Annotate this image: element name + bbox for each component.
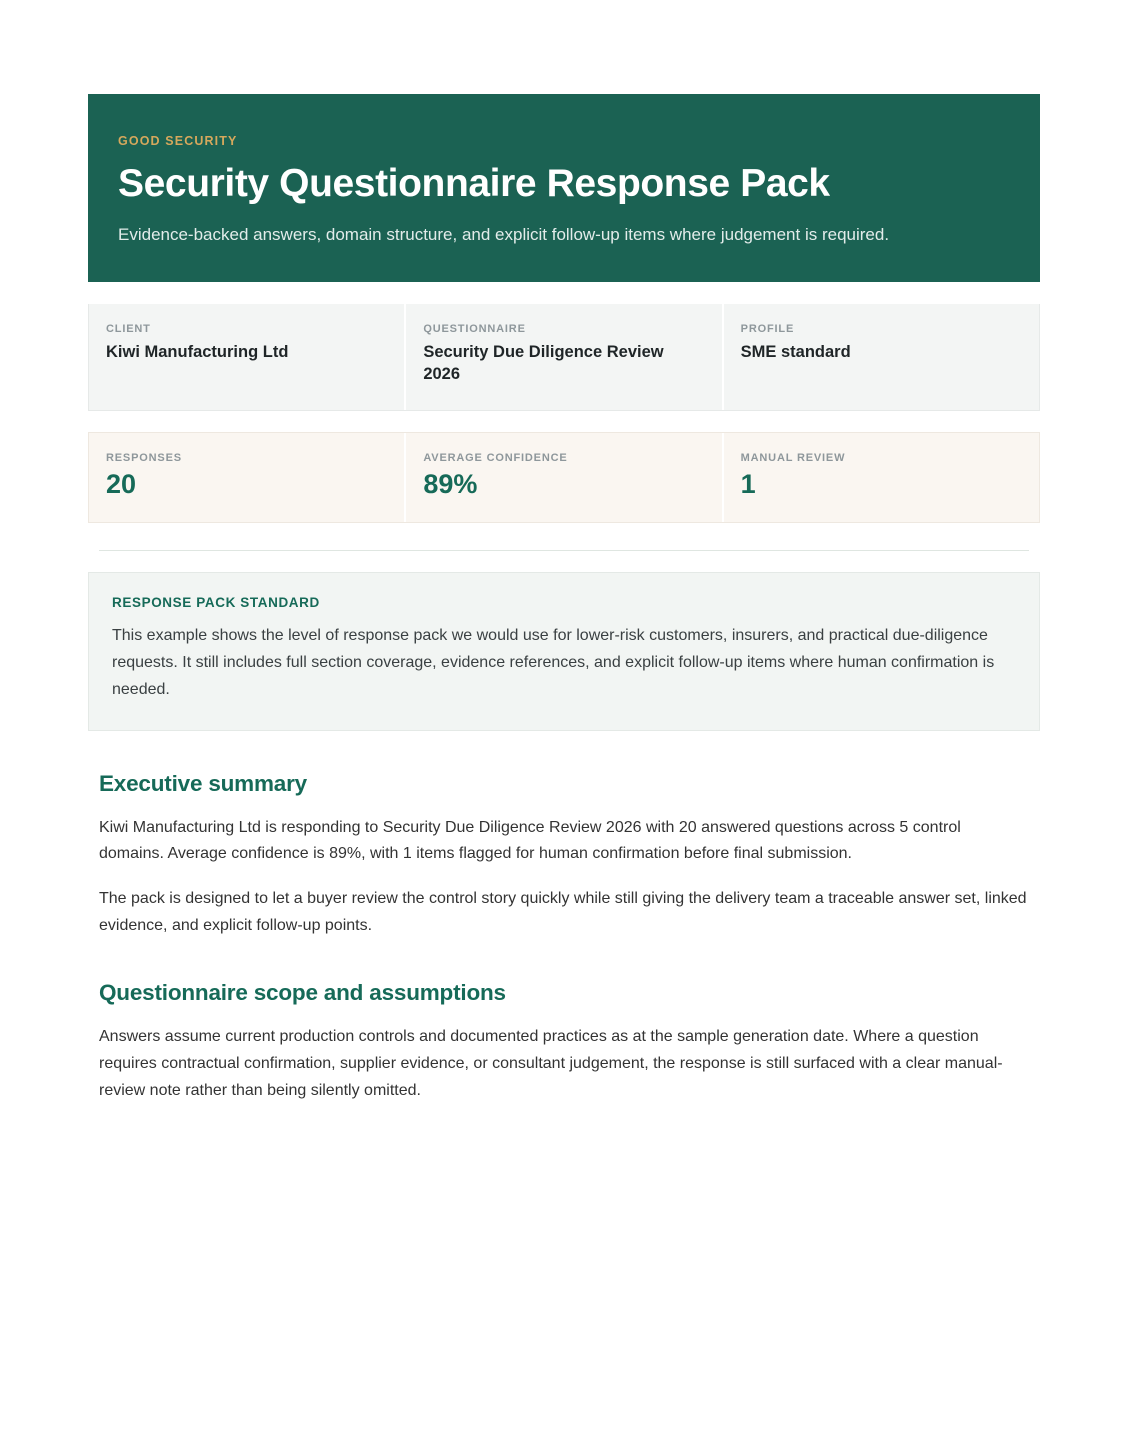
callout-response-pack-standard <box>88 572 1040 731</box>
section-heading: Executive summary <box>99 770 307 796</box>
stat-label: MANUAL REVIEW <box>740 451 846 464</box>
hero-banner <box>88 94 1040 282</box>
metadata-value: Security Due Diligence Review 2026 <box>423 343 664 384</box>
stat-cell-average-confidence <box>404 433 721 522</box>
stat-value: 1 <box>740 468 756 499</box>
stat-value: 20 <box>106 468 137 499</box>
section-paragraph: Answers assume current production controls and documented practices as at the sample generation date. Where a question requires contractual confirmation, supplier evidence, or consultant judgement, the response is still surfaced with a clear manual-review note rather than being silently omitted. <box>99 1028 1003 1099</box>
metadata-label: CLIENT <box>106 323 151 336</box>
stat-cell-responses <box>89 433 404 522</box>
metadata-cell-questionnaire <box>404 304 721 410</box>
metadata-cell-profile <box>722 304 1039 410</box>
section-paragraph: The pack is designed to let a buyer review the control story quickly while still giving the delivery team a traceable answer set, linked evidence, and explicit follow-up points. <box>99 890 1027 935</box>
section-heading: Questionnaire scope and assumptions <box>99 980 506 1006</box>
metadata-label: QUESTIONNAIRE <box>423 323 526 336</box>
section-questionnaire-scope <box>99 980 1029 1105</box>
metadata-value: Kiwi Manufacturing Ltd <box>106 343 289 362</box>
stat-label: RESPONSES <box>106 451 182 464</box>
stat-value: 89% <box>423 468 478 499</box>
section-executive-summary <box>99 771 1029 941</box>
metadata-cell-client <box>89 304 404 410</box>
metadata-value: SME standard <box>740 343 851 362</box>
hero-subtitle: Evidence-backed answers, domain structure, and explicit follow-up items where judgement is required. <box>118 224 890 244</box>
page-title: Security Questionnaire Response Pack <box>118 162 830 205</box>
section-divider <box>99 550 1029 551</box>
stat-cell-manual-review <box>722 433 1039 522</box>
section-paragraph: Kiwi Manufacturing Ltd is responding to Security Due Diligence Review 2026 with 20 answered questions across 5 control domains. Average confidence is 89%, with 1 items flagged for human confirmation before final submission. <box>99 818 961 863</box>
stats-strip <box>88 432 1040 523</box>
callout-body: This example shows the level of response pack we would use for lower-risk customers, insurers, and practical due-diligence requests. It still includes full section coverage, evidence references, and explicit follow-up items where human confirmation is needed. <box>112 626 995 698</box>
brand-eyebrow: GOOD SECURITY <box>118 134 238 148</box>
metadata-label: PROFILE <box>740 323 795 336</box>
metadata-strip <box>88 304 1040 411</box>
document-body <box>88 771 1040 1105</box>
callout-title: RESPONSE PACK STANDARD <box>112 594 320 610</box>
stat-label: AVERAGE CONFIDENCE <box>423 451 568 464</box>
